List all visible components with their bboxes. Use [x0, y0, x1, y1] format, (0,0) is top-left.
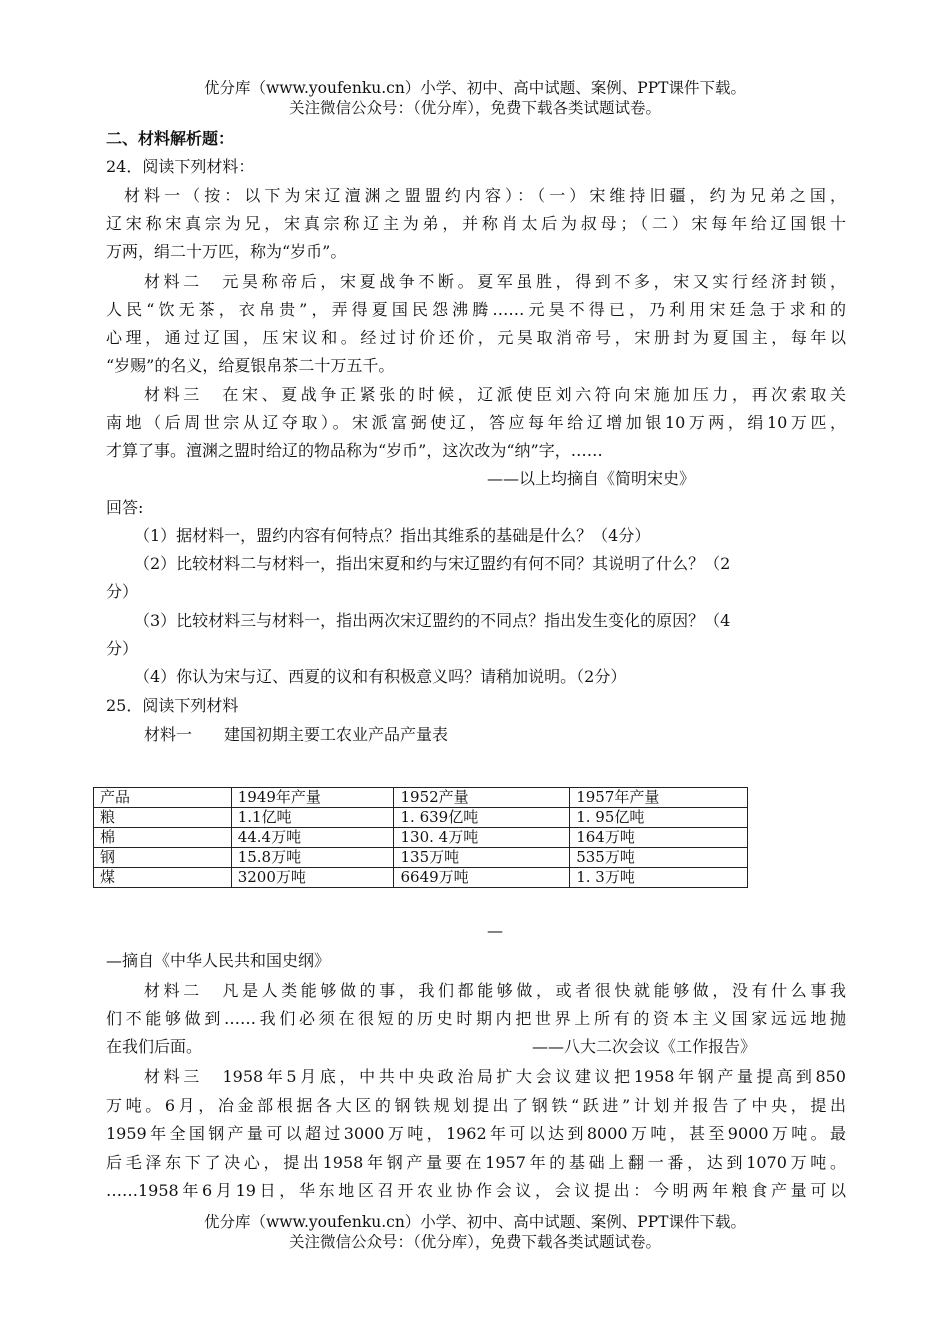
q25-material-3-line-4: 后毛泽东下了决心，提出1958年钢产量要在1957年的基础上翻一番，达到1070万吨。 [106, 1153, 846, 1172]
q25-material-2-line-1: 材料二 凡是人类能够做的事，我们都能够做，或者很快就能够做，没有什么事我 [144, 981, 846, 1000]
table-cell: 535万吨 [570, 848, 748, 868]
table-cell: 1. 95亿吨 [570, 808, 748, 828]
table-header-cell: 1952产量 [394, 788, 570, 808]
table-header-row [94, 788, 748, 808]
q24-material-2-line-1: 材料二 元昊称帝后，宋夏战争不断。夏军虽胜，得到不多，宋又实行经济封锁， [144, 272, 846, 291]
q24-material-1-line-2: 辽宋称宋真宗为兄，宋真宗称辽主为弟，并称肖太后为叔母；（二）宋每年给辽国银十 [106, 214, 846, 233]
q25-material-3-line-5: ……1958年6月19日，华东地区召开农业协作会议，会议提出：今明两年粮食产量可以 [106, 1181, 846, 1200]
q24-sub-question-3: （3）比较材料三与材料一，指出两次宋辽盟约的不同点？指出发生变化的原因？（4 [134, 611, 731, 630]
table-cell: 钢 [94, 848, 232, 868]
table-header-cell: 1949年产量 [231, 788, 394, 808]
q24-material-3-line-2: 南地（后周世宗从辽夺取）。宋派富弼使辽，答应每年给辽增加银10万两，绢10万匹， [106, 413, 846, 432]
footer-line-2: 关注微信公众号：（优分库），免费下载各类试题试卷。 [288, 1233, 661, 1251]
q25-material-1-title: 材料一 建国初期主要工农业产品产量表 [144, 725, 449, 744]
q24-intro: 24．阅读下列材料： [106, 157, 255, 176]
q24-source: ——以上均摘自《简明宋史》 [487, 469, 696, 488]
table-row [94, 808, 748, 828]
footer-line-1: 优分库（www.youfenku.cn）小学、初中、高中试题、案例、PPT课件下载。 [203, 1213, 747, 1231]
table-cell: 1.1亿吨 [231, 808, 394, 828]
table-cell: 15.8万吨 [231, 848, 394, 868]
q24-sub-question-2: （2）比较材料二与材料一，指出宋夏和约与宋辽盟约有何不同？其说明了什么？（2 [134, 554, 731, 573]
q24-material-3-line-3: 才算了事。澶渊之盟时给辽的物品称为“岁币”，这次改为“纳”字，…… [106, 441, 603, 460]
table-cell: 粮 [94, 808, 232, 828]
q24-material-1-line-1: 材料一（按：以下为宋辽澶渊之盟盟约内容）：（一）宋维持旧疆，约为兄弟之国， [124, 186, 846, 205]
q25-material-2-line-3: 在我们后面。 [106, 1037, 203, 1056]
q24-sub-question-2-cont: 分） [106, 582, 139, 601]
table-cell: 煤 [94, 868, 232, 888]
header-line-2: 关注微信公众号：（优分库），免费下载各类试题试卷。 [288, 99, 661, 117]
table-cell: 棉 [94, 828, 232, 848]
q25-intro: 25．阅读下列材料 [106, 696, 239, 715]
table-cell: 1. 639亿吨 [394, 808, 570, 828]
q25-material-2-source: ——八大二次会议《工作报告》 [532, 1037, 757, 1056]
q24-material-1-line-3: 万两，绢二十万匹，称为“岁币”。 [106, 242, 347, 261]
q25-material-3-line-2: 万吨。6月，冶金部根据各大区的钢铁规划提出了钢铁“跃进”计划并报告了中央，提出 [106, 1096, 846, 1115]
q24-sub-question-4: （4）你认为宋与辽、西夏的议和有积极意义吗？请稍加说明。（2分） [134, 667, 627, 686]
table-row [94, 848, 748, 868]
table-cell: 6649万吨 [394, 868, 570, 888]
table-header-cell: 1957年产量 [570, 788, 748, 808]
q24-answer-label: 回答: [106, 498, 144, 517]
q24-material-3-line-1: 材料三 在宋、夏战争正紧张的时候，辽派使臣刘六符向宋施加压力，再次索取关 [144, 385, 846, 404]
table-cell: 1. 3万吨 [570, 868, 748, 888]
table-cell: 164万吨 [570, 828, 748, 848]
table-row [94, 828, 748, 848]
q24-material-2-line-2: 人民“饮无茶，衣帛贵”，弄得夏国民怨沸腾……元昊不得已，乃利用宋廷急于求和的 [106, 300, 846, 319]
q25-source-1: —摘自《中华人民共和国史纲》 [106, 951, 331, 970]
table-cell: 130. 4万吨 [394, 828, 570, 848]
section-title: 二、材料解析题： [106, 129, 235, 148]
q25-material-2-line-2: 们不能够做到……我们必须在很短的历史时期内把世界上所有的资本主义国家远远地抛 [106, 1009, 846, 1028]
q24-sub-question-3-cont: 分） [106, 639, 139, 658]
table-cell: 3200万吨 [231, 868, 394, 888]
table-header-cell: 产品 [94, 788, 232, 808]
q25-material-3-line-1: 材料三 1958年5月底，中共中央政治局扩大会议建议把1958年钢产量提高到850 [144, 1067, 846, 1086]
table-cell: 44.4万吨 [231, 828, 394, 848]
separator-dash: — [487, 921, 503, 940]
q25-material-3-line-3: 1959年全国钢产量可以超过3000万吨，1962年可以达到8000万吨，甚至9000万吨。最 [106, 1124, 846, 1143]
q24-material-2-line-4: “岁赐”的名义，给夏银帛茶二十万五千。 [106, 356, 395, 375]
production-table [93, 787, 748, 888]
table-cell: 135万吨 [394, 848, 570, 868]
q24-material-2-line-3: 心理，通过辽国，压宋议和。经过讨价还价，元昊取消帝号，宋册封为夏国主，每年以 [106, 328, 846, 347]
q24-sub-question-1: （1）据材料一，盟约内容有何特点？指出其维系的基础是什么？（4分） [134, 526, 651, 545]
header-line-1: 优分库（www.youfenku.cn）小学、初中、高中试题、案例、PPT课件下载。 [203, 79, 747, 97]
table-row [94, 868, 748, 888]
